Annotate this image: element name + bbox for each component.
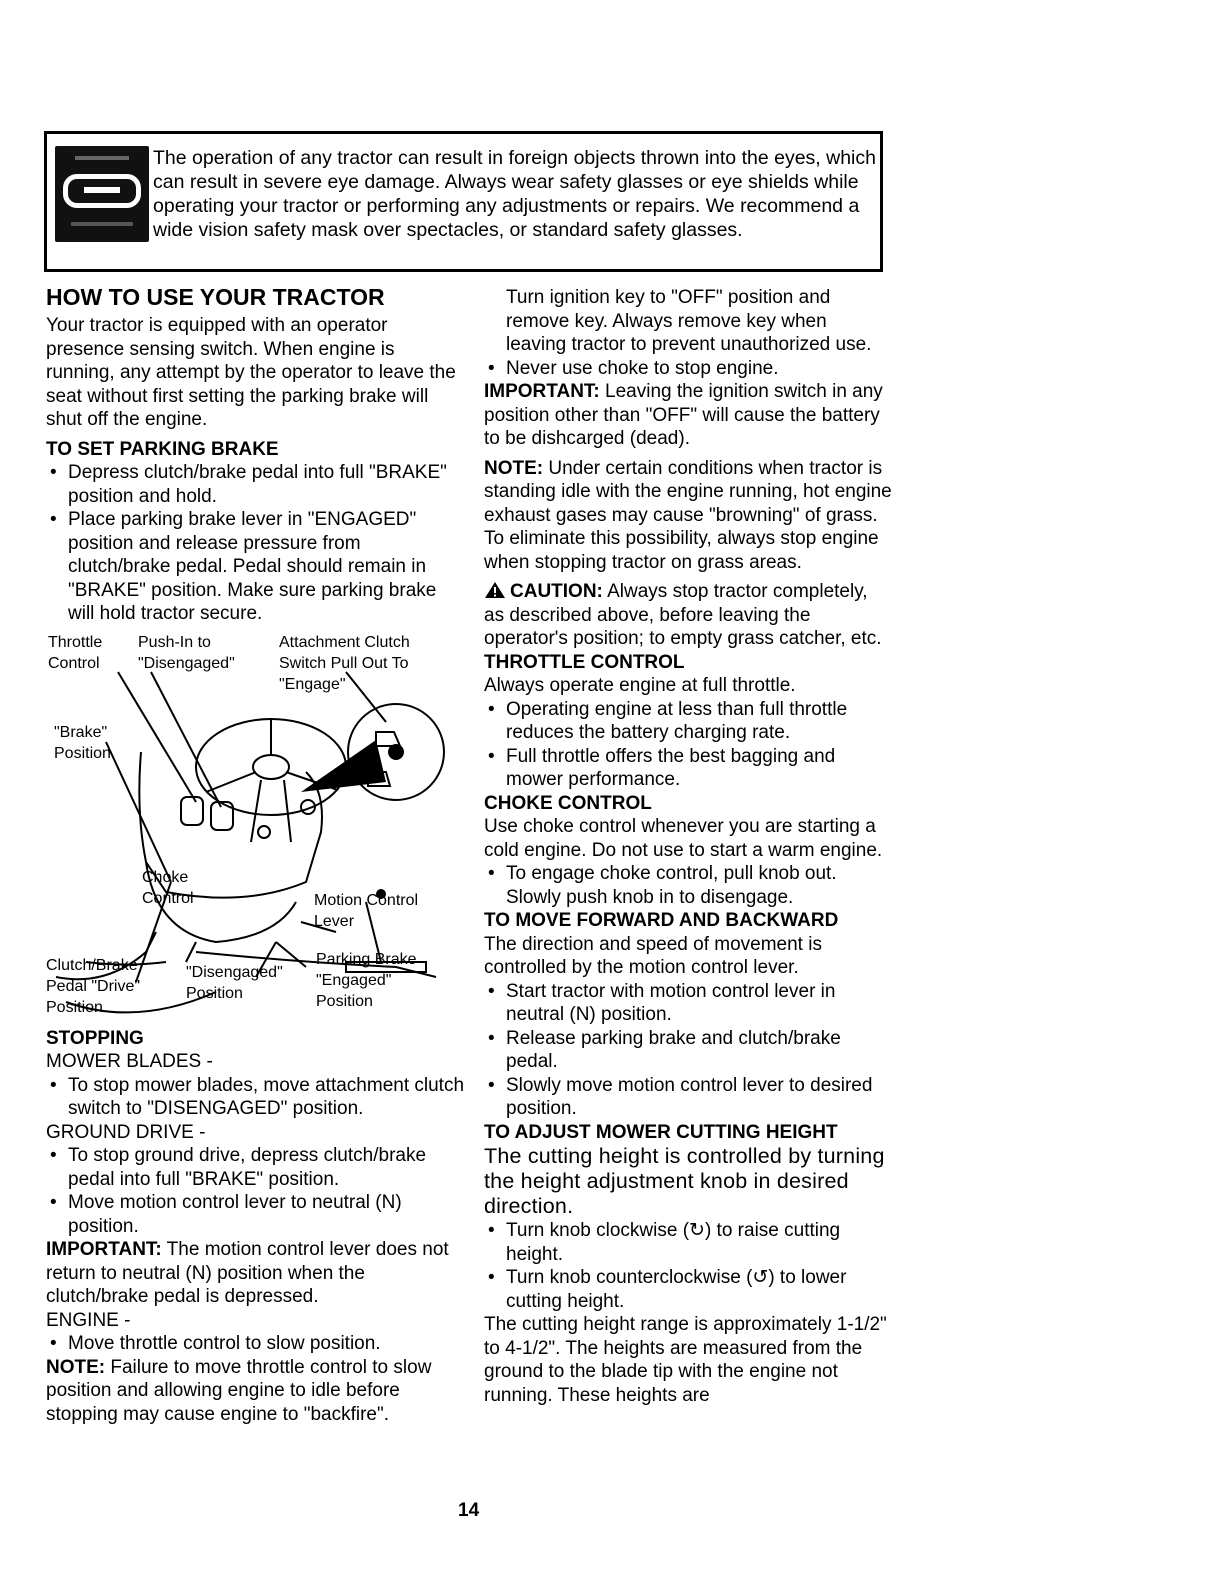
note-text: Under certain conditions when tractor is standing idle with the engine running, hot engine exhaust gases may cause "browning" of grass. To eliminate this possibility, always stop engine when stopping tractor on grass areas.	[484, 457, 892, 573]
list-item: • Move throttle control to slow position.	[46, 1332, 466, 1356]
ground-drive-heading: GROUND DRIVE -	[46, 1121, 206, 1143]
throttle-text: Always operate engine at full throttle.	[484, 675, 796, 696]
cutting-list	[484, 1219, 892, 1313]
move-list	[484, 980, 892, 1121]
list-item: • Operating engine at less than full throttle reduces the battery charging rate.	[484, 698, 892, 745]
parking-brake-engaged-label: Parking Brake "Engaged" Position	[316, 950, 417, 1010]
important-label: IMPORTANT:	[484, 381, 600, 402]
list-item: • Slowly move motion control lever to desired position.	[484, 1074, 892, 1121]
continued-list	[484, 286, 892, 380]
disengaged-position-label: "Disengaged" Position	[186, 963, 283, 1002]
stopping-heading: STOPPING	[46, 1027, 144, 1049]
list-item: • Turn knob clockwise (↻) to raise cutting height.	[484, 1219, 892, 1266]
list-item: • Place parking brake lever in "ENGAGED" position and release pressure from clutch/brake pedal. Pedal should remain in "BRAKE" position. Make sure parking brake will hold tractor secure.	[46, 508, 466, 626]
safety-glasses-icon	[55, 146, 149, 242]
attachment-clutch-label: Attachment Clutch Switch Pull Out To "Engage"	[279, 633, 410, 693]
note-text: Failure to move throttle control to slow position and allowing engine to idle before stopping may cause engine to "backfire".	[46, 1356, 432, 1425]
list-item: • To engage choke control, pull knob out. Slowly push knob in to disengage.	[484, 862, 892, 909]
list-item: • Full throttle offers the best bagging and mower performance.	[484, 745, 892, 792]
important-ignition	[484, 380, 892, 451]
cutting-heading: TO ADJUST MOWER CUTTING HEIGHT	[484, 1121, 838, 1143]
list-item: • Depress clutch/brake pedal into full "BRAKE" position and hold.	[46, 461, 466, 508]
safety-warning-box	[44, 131, 883, 272]
motion-control-label: Motion Control Lever	[314, 891, 419, 930]
throttle-control-label: Throttle Control	[48, 633, 103, 672]
intro-paragraph: Your tractor is equipped with an operator presence sensing switch. When engine is running, any attempt by the operator to leave the seat without first setting the parking brake will shut off the engine.	[46, 315, 456, 430]
ignition-key-text: Turn ignition key to "OFF" position and remove key. Always remove key when leaving tractor to prevent unauthorized use.	[506, 287, 872, 355]
safety-warning-text: The operation of any tractor can result in foreign objects thrown into the eyes, which can result in severe eye damage. Always wear safety glasses or eye shields while operating your tractor or performing any adjustments or repairs. We recommend a wide vision safety mask over spectacles, or standard safety glasses.	[153, 147, 876, 241]
brake-position-label: "Brake" Position	[54, 723, 111, 762]
list-item: • Never use choke to stop engine.	[484, 357, 892, 381]
important-note	[46, 1238, 466, 1309]
note-label: NOTE:	[484, 457, 544, 479]
right-column	[484, 286, 892, 1407]
warning-triangle-icon	[484, 581, 506, 599]
left-column	[46, 283, 466, 1426]
choke-heading: CHOKE CONTROL	[484, 792, 652, 814]
push-in-label: Push-In to "Disengaged"	[138, 633, 235, 672]
list-item: • Move motion control lever to neutral (N) position.	[46, 1191, 466, 1238]
caution-label: CAUTION:	[510, 581, 603, 602]
parking-brake-heading: TO SET PARKING BRAKE	[46, 438, 279, 460]
controls-diagram	[46, 632, 446, 1027]
engine-list	[46, 1332, 466, 1356]
throttle-list	[484, 698, 892, 792]
move-heading: TO MOVE FORWARD AND BACKWARD	[484, 910, 839, 931]
move-text: The direction and speed of movement is controlled by the motion control lever.	[484, 933, 822, 978]
choke-control-label: Choke Control	[142, 868, 194, 907]
browning-note	[484, 457, 892, 575]
list-item: • To stop ground drive, depress clutch/brake pedal into full "BRAKE" position.	[46, 1144, 466, 1191]
engine-heading: ENGINE -	[46, 1309, 131, 1331]
parking-brake-list	[46, 461, 466, 626]
throttle-heading: THROTTLE CONTROL	[484, 651, 685, 673]
cutting-text: The cutting height is controlled by turning the height adjustment knob in desired direction.	[484, 1144, 885, 1218]
important-text: The motion control lever does not return to neutral (N) position when the clutch/brake pedal is depressed.	[46, 1239, 449, 1307]
clutch-brake-pedal-label: Clutch/Brake Pedal "Drive" Position	[46, 956, 141, 1016]
important-label: IMPORTANT:	[46, 1239, 162, 1260]
caution-text: Always stop tractor completely, as described above, before leaving the operator's position; to empty grass catcher, etc.	[484, 581, 882, 649]
mower-blades-list	[46, 1074, 466, 1121]
mower-blades-heading: MOWER BLADES -	[46, 1051, 213, 1072]
list-item: • To stop mower blades, move attachment clutch switch to "DISENGAGED" position.	[46, 1074, 466, 1121]
important-text: Leaving the ignition switch in any position other than "OFF" will cause the battery to be dishcarged (dead).	[484, 381, 883, 449]
list-item: • Start tractor with motion control lever in neutral (N) position.	[484, 980, 892, 1027]
choke-text: Use choke control whenever you are starting a cold engine. Do not use to start a warm engine.	[484, 816, 883, 861]
note-label: NOTE:	[46, 1356, 106, 1378]
list-item	[484, 286, 892, 357]
list-item: • Turn knob counterclockwise (↺) to lower cutting height.	[484, 1266, 892, 1313]
backfire-note	[46, 1356, 466, 1427]
caution-note	[484, 580, 892, 651]
cutting-range-text: The cutting height range is approximately 1-1/2" to 4-1/2". The heights are measured from the ground to the blade tip with the engine not running. These heights are	[484, 1314, 887, 1406]
page-number: 14	[458, 1500, 480, 1521]
choke-list	[484, 862, 892, 909]
section-title: HOW TO USE YOUR TRACTOR	[46, 284, 385, 310]
ground-drive-list	[46, 1144, 466, 1238]
list-item: • Release parking brake and clutch/brake pedal.	[484, 1027, 892, 1074]
